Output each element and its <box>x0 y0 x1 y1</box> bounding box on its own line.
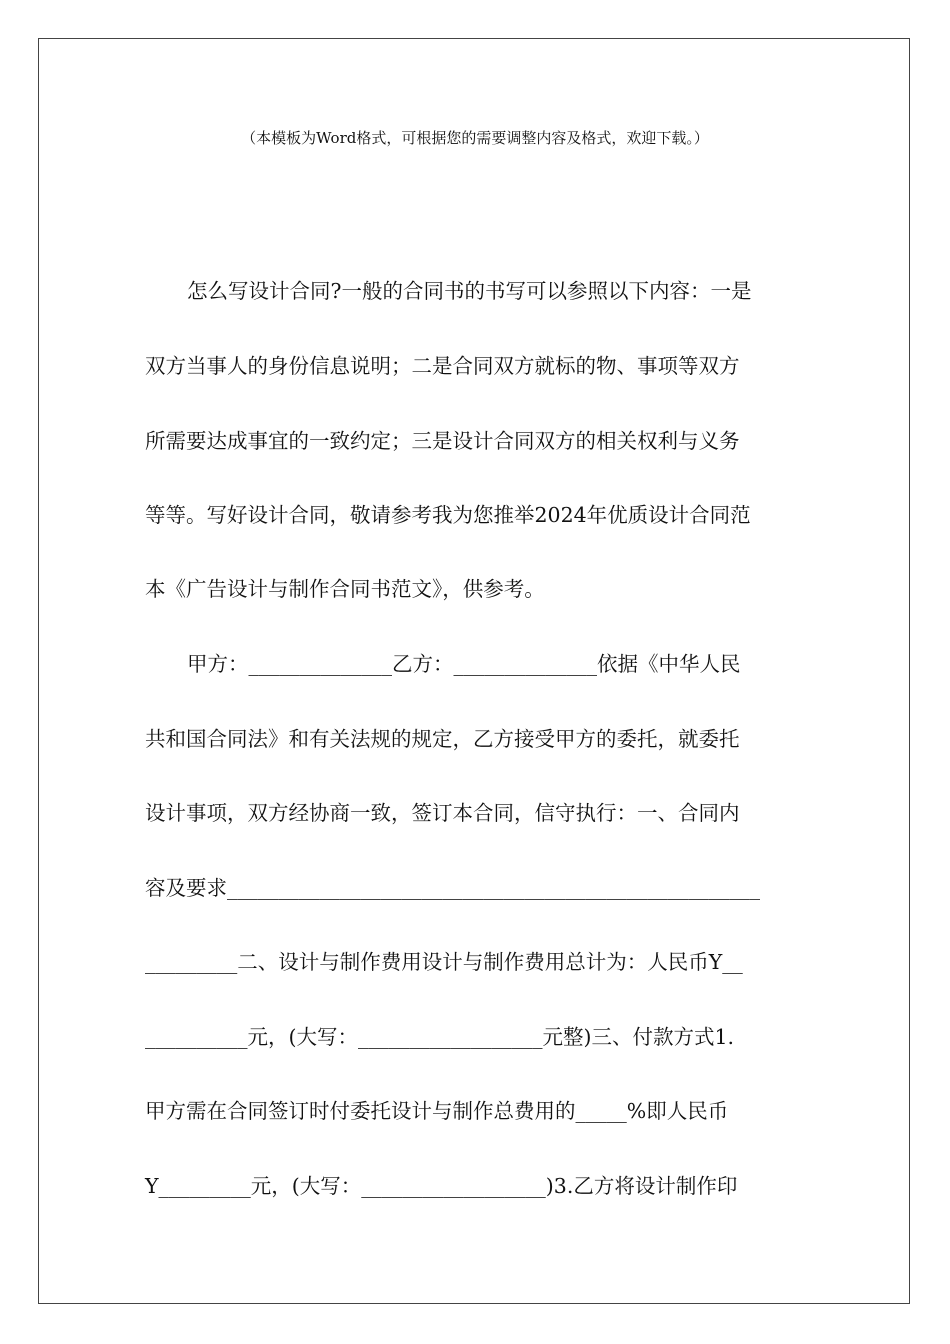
template-notice: （本模板为Word格式，可根据您的需要调整内容及格式，欢迎下载。） <box>241 129 709 147</box>
body-line-3: 所需要达成事宜的一致约定；三是设计合同双方的相关权利与义务 <box>145 429 740 453</box>
body-line-13: Y_________元，(大写：__________________)3.乙方将设计制作印 <box>145 1174 738 1198</box>
body-line-6: 甲方：______________乙方：______________依据《中华人民 <box>187 652 741 676</box>
body-line-7: 共和国合同法》和有关法规的规定，乙方接受甲方的委托，就委托 <box>145 727 740 751</box>
body-line-2: 双方当事人的身份信息说明；二是合同双方就标的物、事项等双方 <box>145 354 740 378</box>
body-line-4: 等等。写好设计合同，敬请参考我为您推举2024年优质设计合同范 <box>145 503 751 527</box>
body-line-5: 本《广告设计与制作合同书范文》，供参考。 <box>145 577 545 601</box>
body-line-8: 设计事项，双方经协商一致，签订本合同，信守执行：一、合同内 <box>145 801 740 825</box>
body-line-12: 甲方需在合同签订时付委托设计与制作总费用的_____%即人民币 <box>145 1099 729 1123</box>
body-line-11: __________元，(大写：__________________元整)三、付款方式1. <box>145 1025 735 1049</box>
body-line-10: _________二、设计与制作费用设计与制作费用总计为：人民币Y__ <box>145 950 743 974</box>
body-line-9: 容及要求____________________________________________________ <box>145 876 760 900</box>
body-line-1: 怎么写设计合同?一般的合同书的书写可以参照以下内容：一是 <box>187 279 752 303</box>
